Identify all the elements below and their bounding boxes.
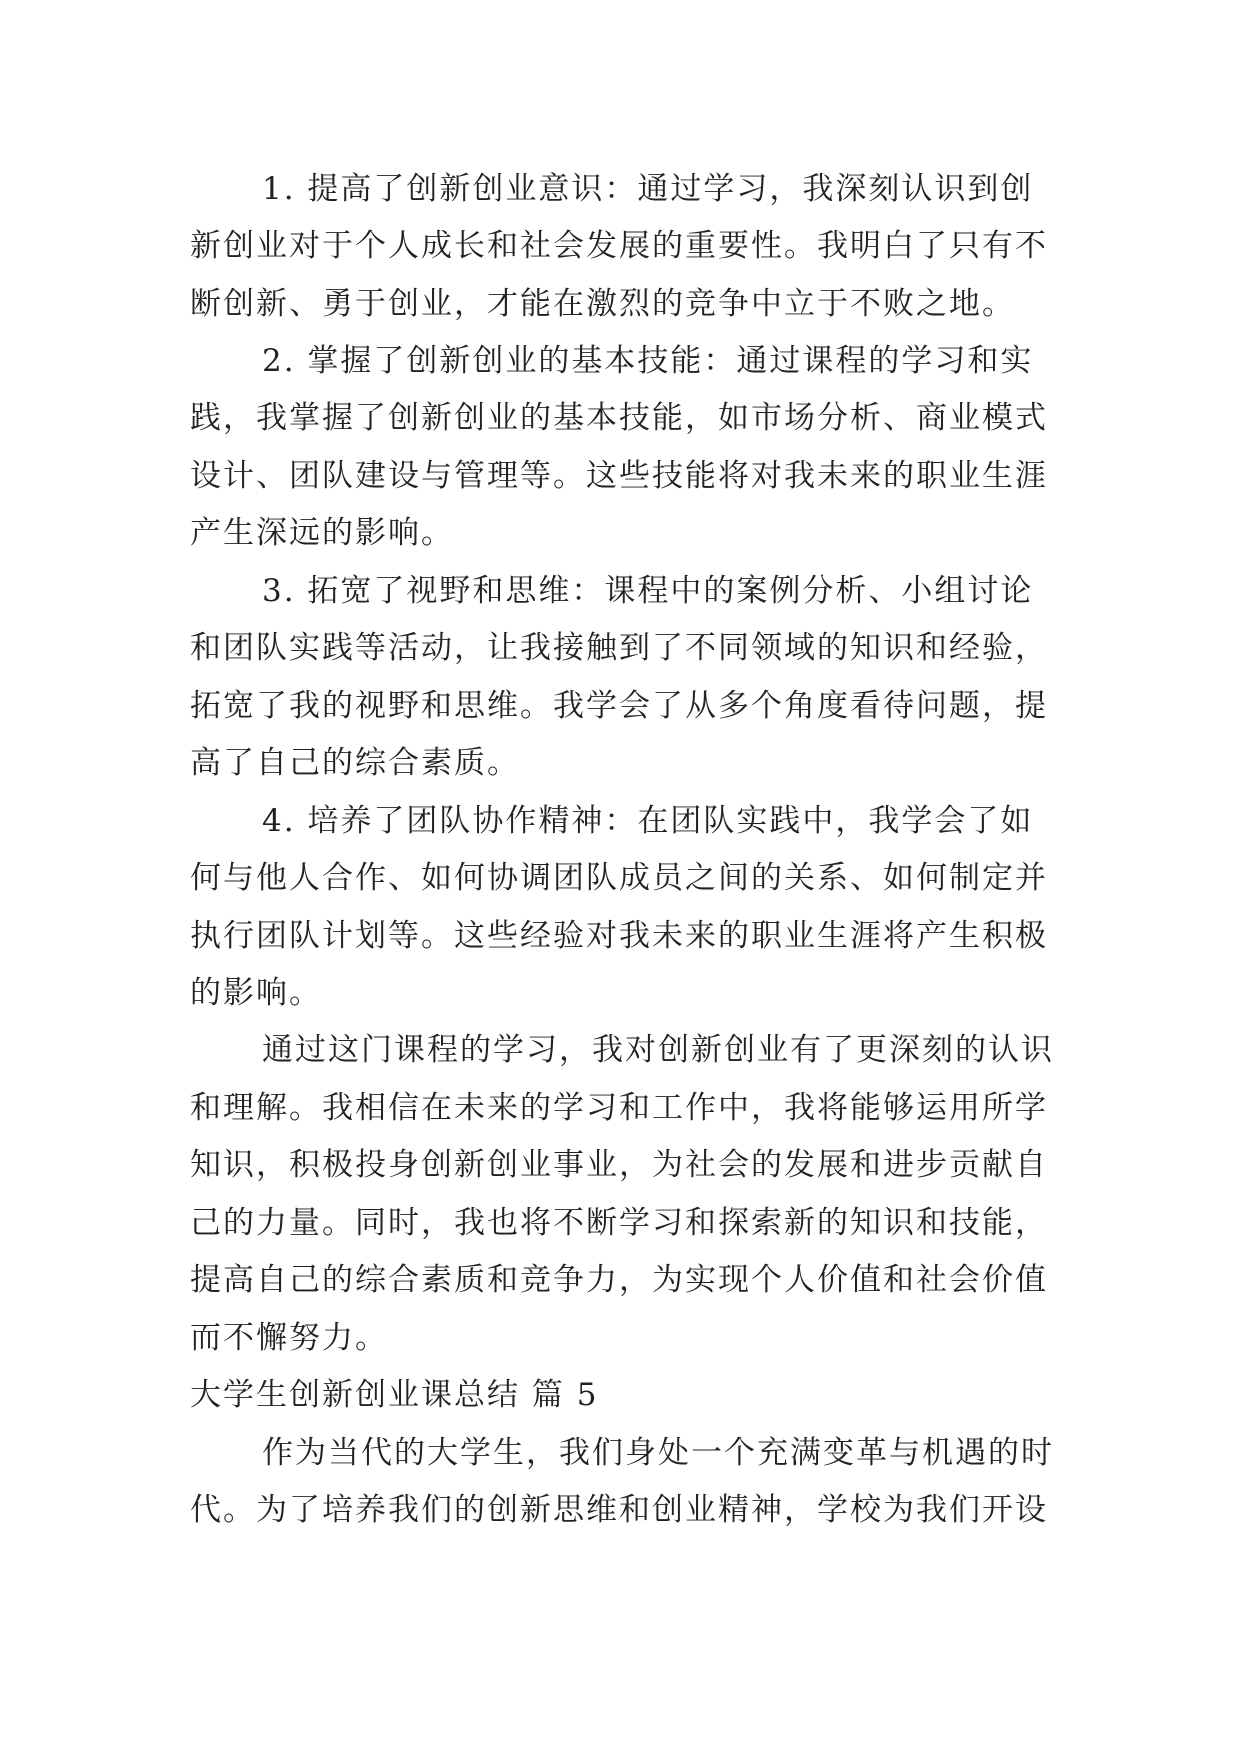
text-line: 新创业对于个人成长和社会发展的重要性。我明白了只有不 <box>190 228 1048 264</box>
text-line: 执行团队计划等。这些经验对我未来的职业生涯将产生积极 <box>190 918 1048 954</box>
text-line: 拓宽了我的视野和思维。我学会了从多个角度看待问题，提 <box>190 688 1048 724</box>
text-line: 践，我掌握了创新创业的基本技能，如市场分析、商业模式 <box>190 400 1048 436</box>
text-line: 何与他人合作、如何协调团队成员之间的关系、如何制定并 <box>190 860 1048 896</box>
text-line: 2. 掌握了创新创业的基本技能：通过课程的学习和实 <box>262 343 1034 379</box>
text-line: 和理解。我相信在未来的学习和工作中，我将能够运用所学 <box>190 1090 1048 1126</box>
text-line: 知识，积极投身创新创业事业，为社会的发展和进步贡献自 <box>190 1147 1048 1183</box>
section-heading: 大学生创新创业课总结 篇 5 <box>190 1377 599 1413</box>
text-line: 通过这门课程的学习，我对创新创业有了更深刻的认识 <box>262 1032 1054 1068</box>
text-line: 4. 培养了团队协作精神：在团队实践中，我学会了如 <box>262 803 1034 839</box>
text-line: 3. 拓宽了视野和思维：课程中的案例分析、小组讨论 <box>262 573 1034 609</box>
text-line: 产生深远的影响。 <box>190 515 454 551</box>
text-line: 高了自己的综合素质。 <box>190 745 520 781</box>
text-line: 作为当代的大学生，我们身处一个充满变革与机遇的时 <box>262 1435 1054 1471</box>
text-line: 和团队实践等活动，让我接触到了不同领域的知识和经验， <box>190 630 1048 666</box>
text-line: 提高自己的综合素质和竞争力，为实现个人价值和社会价值 <box>190 1262 1048 1298</box>
text-line: 代。为了培养我们的创新思维和创业精神，学校为我们开设 <box>190 1492 1048 1528</box>
text-line: 1. 提高了创新创业意识：通过学习，我深刻认识到创 <box>262 171 1034 207</box>
text-line: 的影响。 <box>190 975 322 1011</box>
text-line: 而不懈努力。 <box>190 1320 388 1356</box>
text-line: 断创新、勇于创业，才能在激烈的竞争中立于不败之地。 <box>190 286 1015 322</box>
text-line: 己的力量。同时，我也将不断学习和探索新的知识和技能， <box>190 1205 1048 1241</box>
text-line: 设计、团队建设与管理等。这些技能将对我未来的职业生涯 <box>190 458 1048 494</box>
